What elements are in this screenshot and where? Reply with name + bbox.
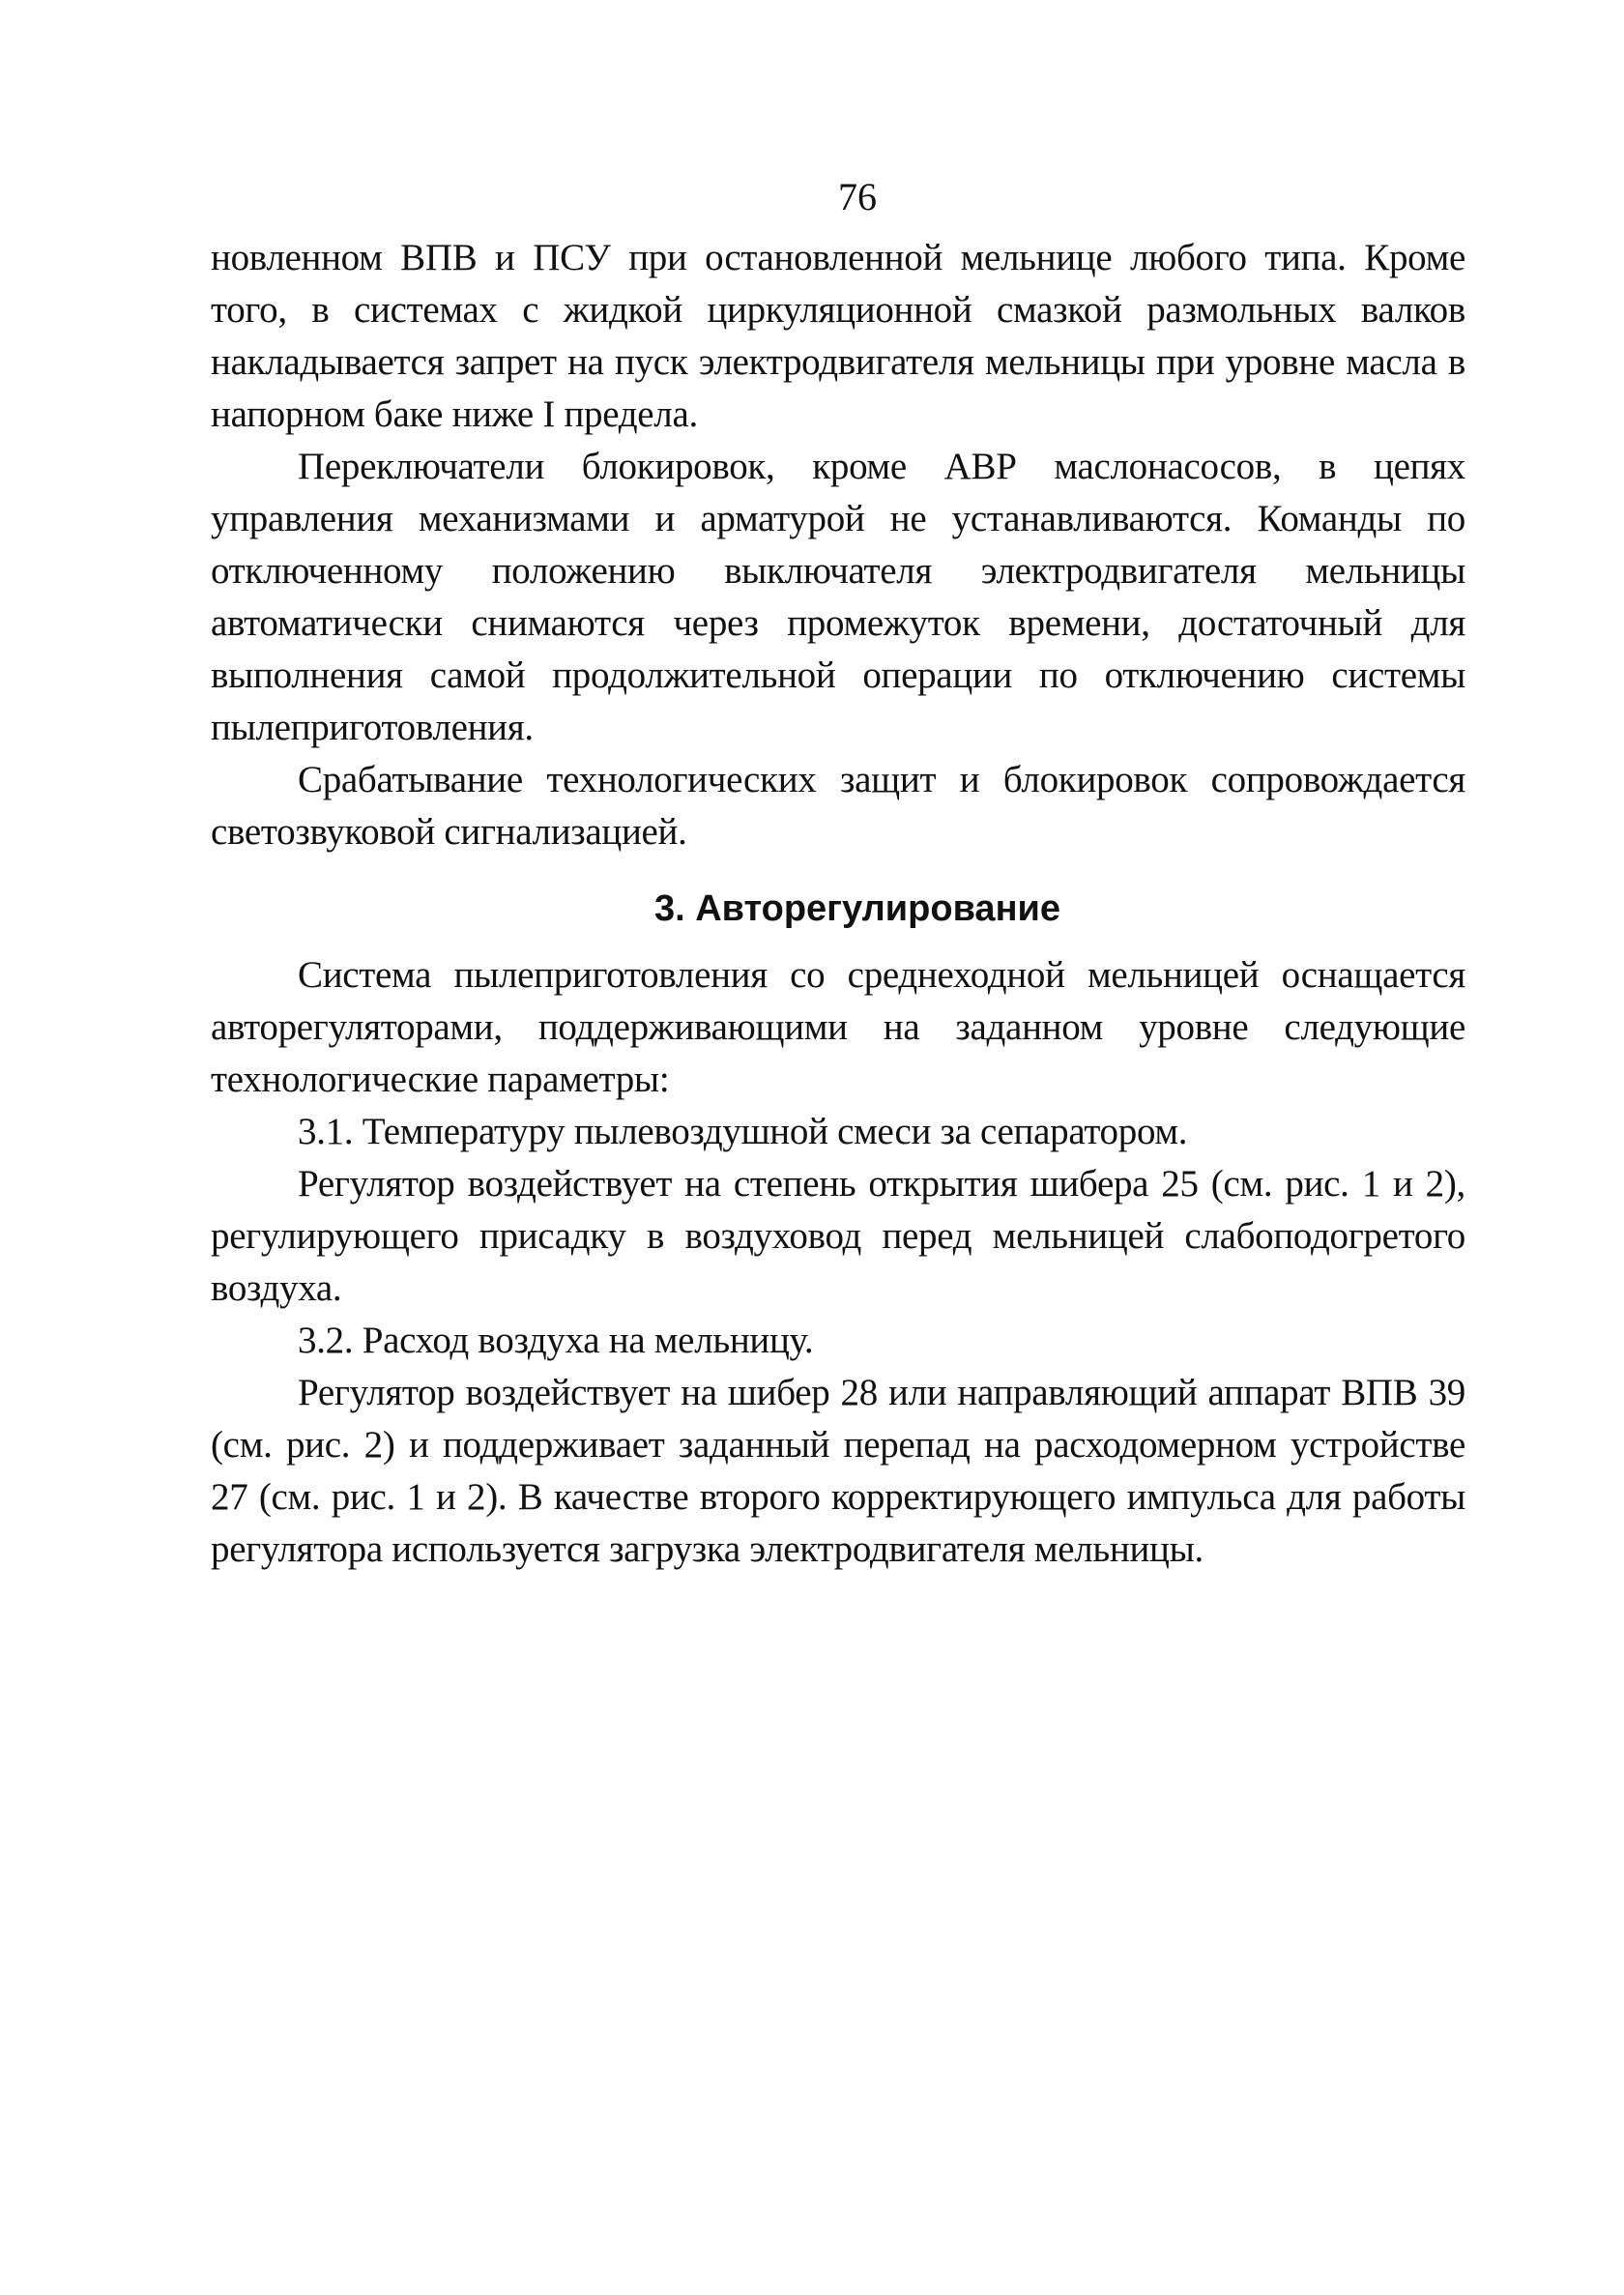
paragraph-item-3-1: 3.1. Температуру пылевоздушной смеси за сепаратором. xyxy=(298,1111,1188,1152)
document-page xyxy=(211,174,1465,1576)
paragraph-system-intro: Система пылеприготовления со среднеходной мельницей оснащается авторегуляторами, поддерживающими на заданном уровне следующие технологические параметры: xyxy=(211,954,1465,1100)
paragraph-regulator-airflow: Регулятор воздействует на шибер 28 или направляющий аппарат ВПВ 39 (см. рис. 2) и поддерживает заданный перепад на расходомерном устройстве 27 (см. рис. 1 и 2). В качестве второго корректирующего импульса для работы регулятора используется загрузка электродвигателя мельницы. xyxy=(211,1372,1465,1570)
paragraph-signaling: Срабатывание технологических защит и блокировок сопровождается светозвуковой сигнализацией. xyxy=(211,759,1465,853)
paragraph-interlock-switches: Переключатели блокировок, кроме АВР маслонасосов, в цепях управления механизмами и арматурой не устанавливаются. Команды по отключенному положению выключателя электродвигателя мельницы автоматически снимаются через промежуток времени, достаточный для выполнения самой продолжительной операции по отключению системы пылеприготовления. xyxy=(211,446,1465,748)
section-heading: 3. Авторегулирование xyxy=(653,888,1061,929)
paragraph-item-3-2: 3.2. Расход воздуха на мельницу. xyxy=(298,1320,814,1361)
paragraph-continuation: новленном ВПВ и ПСУ при остановленной мельнице любого типа. Кроме того, в системах с жидкой циркуляционной смазкой размольных валков накладывается запрет на пуск электродвигателя мельницы при уровне масла в напорном баке ниже I предела. xyxy=(211,237,1465,435)
page-number: 76 xyxy=(838,175,877,218)
paragraph-regulator-damper: Регулятор воздействует на степень открытия шибера 25 (см. рис. 1 и 2), регулирующего присадку в воздуховод перед мельницей слабоподогретого воздуха. xyxy=(211,1163,1465,1309)
